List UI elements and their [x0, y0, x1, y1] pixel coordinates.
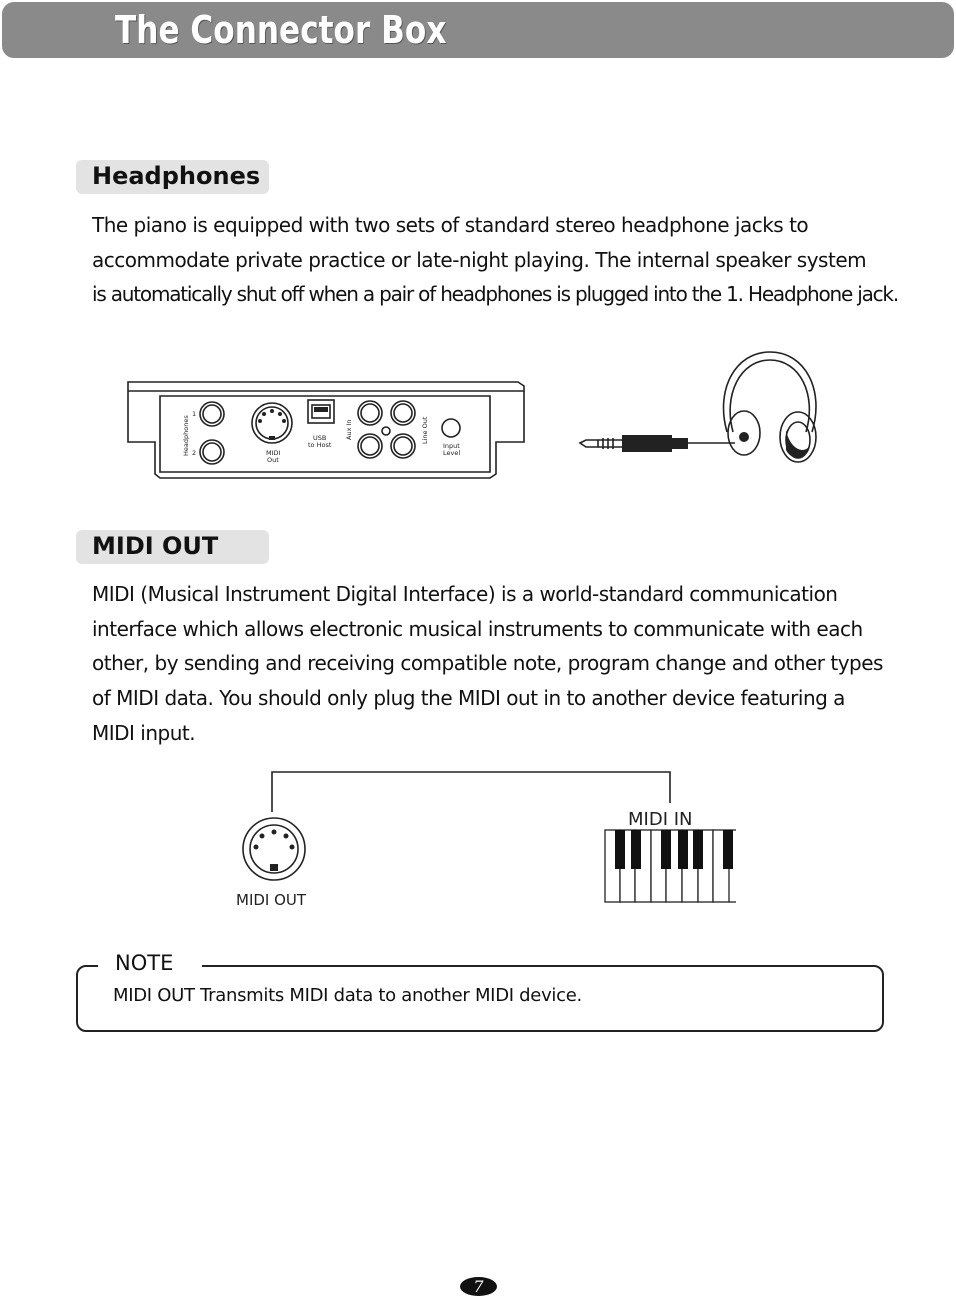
headphones-heading: Headphones [92, 162, 261, 190]
panel-input-label-2: Level [443, 449, 461, 457]
headphones-line-1: The piano is equipped with two sets of standard stereo headphone jacks to [92, 213, 809, 237]
midi-line-3: other, by sending and receiving compatible note, program change and other types [92, 651, 883, 676]
panel-jack-2-label: 2 [192, 449, 197, 457]
midi-line-4: of MIDI data. You should only plug the MIDI out in to another device featuring a [92, 686, 845, 711]
midi-out-diagram-label: MIDI OUT [236, 891, 307, 909]
page-number-badge [460, 1277, 497, 1296]
note-label: NOTE [115, 951, 174, 975]
panel-usb-label-2: to Host [308, 441, 332, 449]
midi-line-5: MIDI input. [92, 720, 196, 745]
midi-line-2: interface which allows electronic musical instruments to communicate with each [92, 616, 863, 641]
panel-headphones-label: Headphones [182, 415, 190, 456]
panel-jack-1-label: 1 [192, 410, 197, 418]
panel-aux-label: Aux In [345, 419, 353, 440]
page-number: 7 [473, 1277, 484, 1296]
panel-line-out-label: Line Out [421, 416, 429, 444]
panel-midi-label-1: MIDI [266, 449, 281, 457]
headphones-line-2: accommodate private practice or late-night playing. The internal speaker system [92, 247, 867, 272]
keyboard-icon [605, 830, 736, 902]
panel-input-label-1: Input [443, 442, 460, 450]
midi-out-heading: MIDI OUT [92, 532, 219, 560]
panel-usb-label-1: USB [313, 434, 327, 442]
midi-in-diagram-label: MIDI IN [628, 809, 693, 830]
midi-line-1: MIDI (Musical Instrument Digital Interface) is a world-standard communication [92, 582, 838, 606]
headphones-line-3: is automatically shut off when a pair of headphones is plugged into the 1. Headphone jack. [92, 282, 898, 307]
page-title: The Connector Box [115, 8, 447, 52]
panel-midi-label-2: Out [267, 456, 279, 464]
note-text: MIDI OUT Transmits MIDI data to another MIDI device. [113, 985, 582, 1006]
